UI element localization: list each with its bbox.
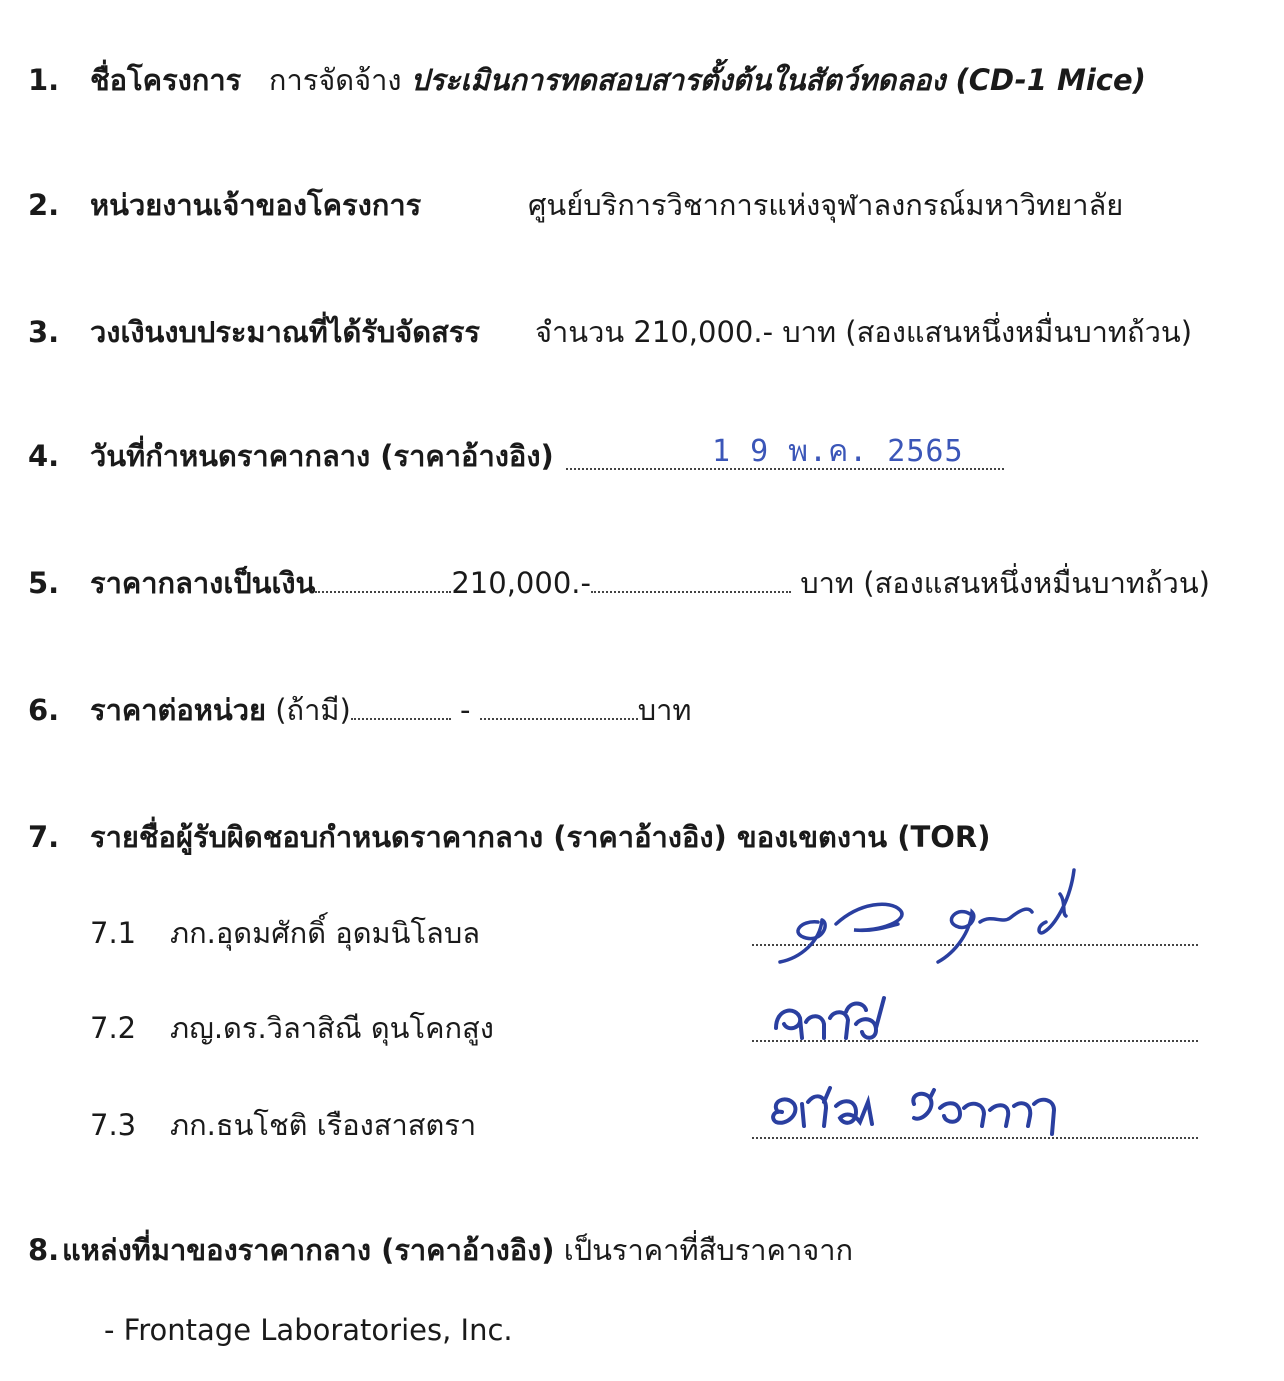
person-name: ภก.อุดมศักดิ์ อุดมนิโลบล [170,916,480,950]
dotted-fill [315,565,451,593]
item-number: 3. [28,315,60,349]
person-name: ภก.ธนโชติ เรืองสาสตรา [170,1108,477,1142]
unit-price: - [460,693,471,727]
item-number: 4. [28,439,60,473]
item-number: 8. [28,1233,60,1267]
person-name: ภญ.ดร.วิลาสิณี ดุนโคกสูง [170,1011,494,1045]
item-label: วงเงินงบประมาณที่ได้รับจัดสรร [90,315,480,349]
item-number: 6. [28,693,60,727]
budget-amount: จำนวน 210,000.- บาท (สองแสนหนึ่งหมื่นบาทถ้วน) [535,315,1193,349]
person-number: 7.2 [90,1011,137,1045]
item-label: ราคาต่อหน่วย [90,693,267,727]
signature-image [766,988,916,1048]
department-name: ศูนย์บริการวิชาการแห่งจุฬาลงกรณ์มหาวิทยาลัย [528,188,1124,222]
median-price: 210,000.- [451,566,591,600]
dotted-fill [480,692,638,720]
dotted-fill [351,692,451,720]
source-item: - Frontage Laboratories, Inc. [104,1313,513,1347]
signature-image [770,862,1090,972]
signature-line [752,1040,1198,1042]
item-number: 5. [28,566,60,600]
unit-label: บาท [637,693,692,727]
signature-image [764,1082,1074,1142]
item-prefix: การจัดจ้าง [268,63,402,97]
person-number: 7.1 [90,916,137,950]
item-number: 2. [28,188,60,222]
optional-note: (ถ้ามี) [275,693,351,727]
item-label: ชื่อโครงการ [90,63,242,97]
item-label: วันที่กำหนดราคากลาง (ราคาอ้างอิง) [90,439,554,473]
item-label: รายชื่อผู้รับผิดชอบกำหนดราคากลาง (ราคาอ้างอิง) ของเขตงาน (TOR) [90,820,991,854]
person-number: 7.3 [90,1108,137,1142]
price-text: บาท (สองแสนหนึ่งหมื่นบาทถ้วน) [800,566,1210,600]
date-stamp: 1 9 พ.ค. 2565 [712,434,964,469]
signature-line [752,1137,1198,1139]
item-number: 7. [28,820,60,854]
source-intro: เป็นราคาที่สืบราคาจาก [563,1233,854,1267]
item-label: ราคากลางเป็นเงิน [90,566,316,600]
signature-line [752,944,1198,946]
item-label: หน่วยงานเจ้าของโครงการ [90,188,422,222]
project-name: ประเมินการทดสอบสารตั้งต้นในสัตว์ทดลอง (CD-1 Mice) [410,63,1146,97]
dotted-fill [591,565,791,593]
item-number: 1. [28,63,60,97]
item-label: แหล่งที่มาของราคากลาง (ราคาอ้างอิง) [62,1233,555,1267]
